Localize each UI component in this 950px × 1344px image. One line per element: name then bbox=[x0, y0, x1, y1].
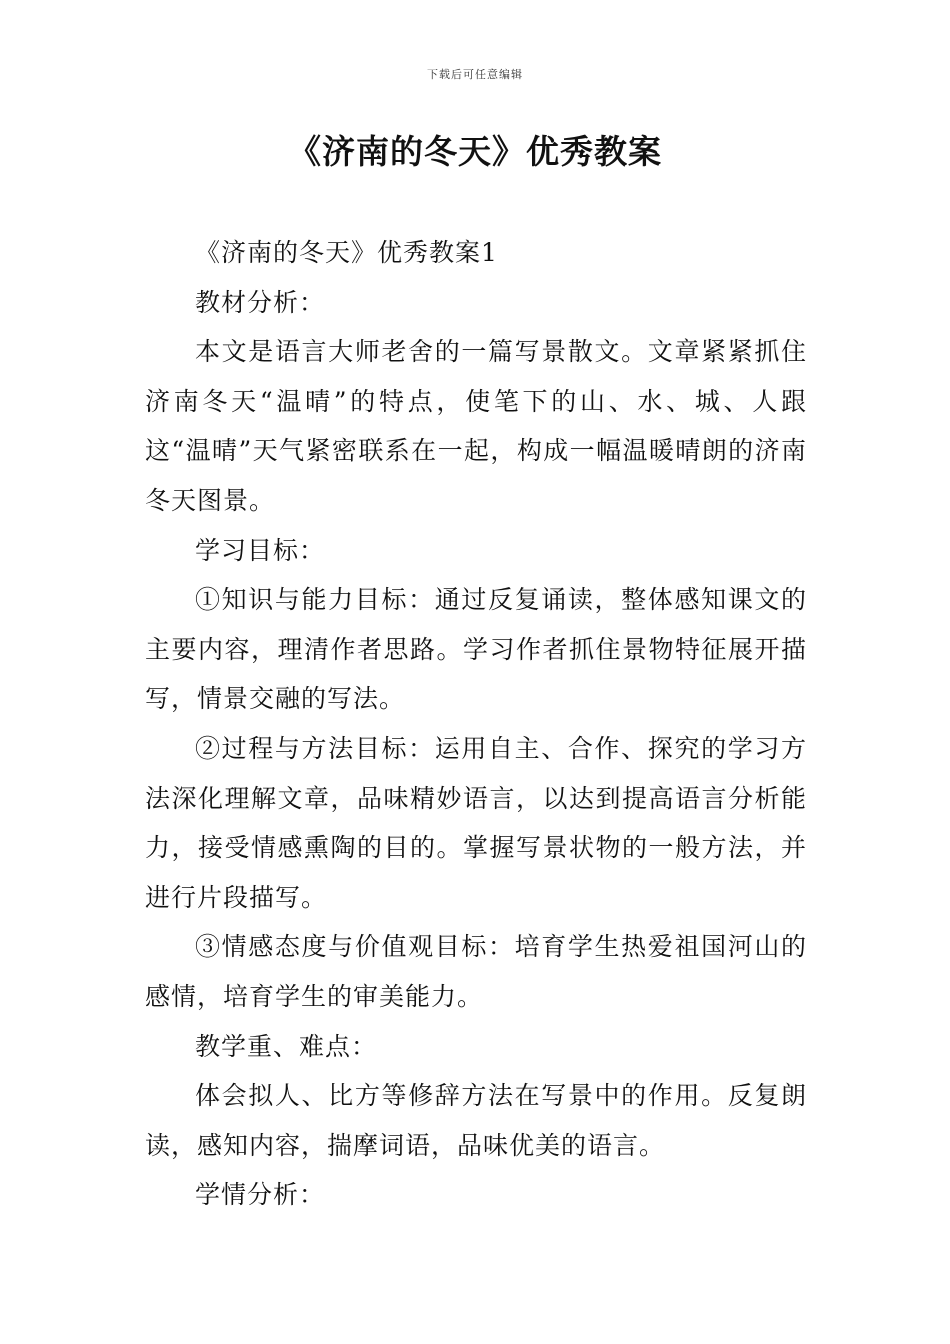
page-title: 《济南的冬天》优秀教案 bbox=[288, 132, 662, 171]
paragraph-goal-3: ③情感态度与价值观目标：培育学生热爱祖国河山的感情，培育学生的审美能力。 bbox=[145, 932, 807, 1011]
document-body bbox=[145, 228, 807, 1220]
subtitle-paragraph: 《济南的冬天》优秀教案1 bbox=[195, 238, 498, 267]
paragraph-material-analysis: 本文是语言大师老舍的一篇写景散文。文章紧紧抓住济南冬天“温晴”的特点，使笔下的山、水、城、人跟这“温晴”天气紧密联系在一起，构成一幅温暖晴朗的济南冬天图景。 bbox=[145, 337, 807, 515]
paragraph-key-points: 体会拟人、比方等修辞方法在写景中的作用。反复朗读，感知内容，揣摩词语，品味优美的语言。 bbox=[145, 1081, 807, 1160]
paragraph-goal-1: ①知识与能力目标：通过反复诵读，整体感知课文的主要内容，理清作者思路。学习作者抓住景物特征展开描写，情景交融的写法。 bbox=[145, 585, 807, 714]
section-heading-material-analysis: 教材分析： bbox=[195, 287, 326, 317]
section-heading-key-points: 教学重、难点： bbox=[195, 1031, 378, 1061]
header-note: 下载后可任意编辑 bbox=[427, 68, 523, 81]
section-heading-student-analysis: 学情分析： bbox=[195, 1180, 326, 1210]
paragraph-goal-2: ②过程与方法目标：运用自主、合作、探究的学习方法深化理解文章，品味精妙语言，以达到提高语言分析能力，接受情感熏陶的目的。掌握写景状物的一般方法，并进行片段描写。 bbox=[145, 733, 807, 912]
section-heading-learning-goals: 学习目标： bbox=[195, 535, 326, 565]
